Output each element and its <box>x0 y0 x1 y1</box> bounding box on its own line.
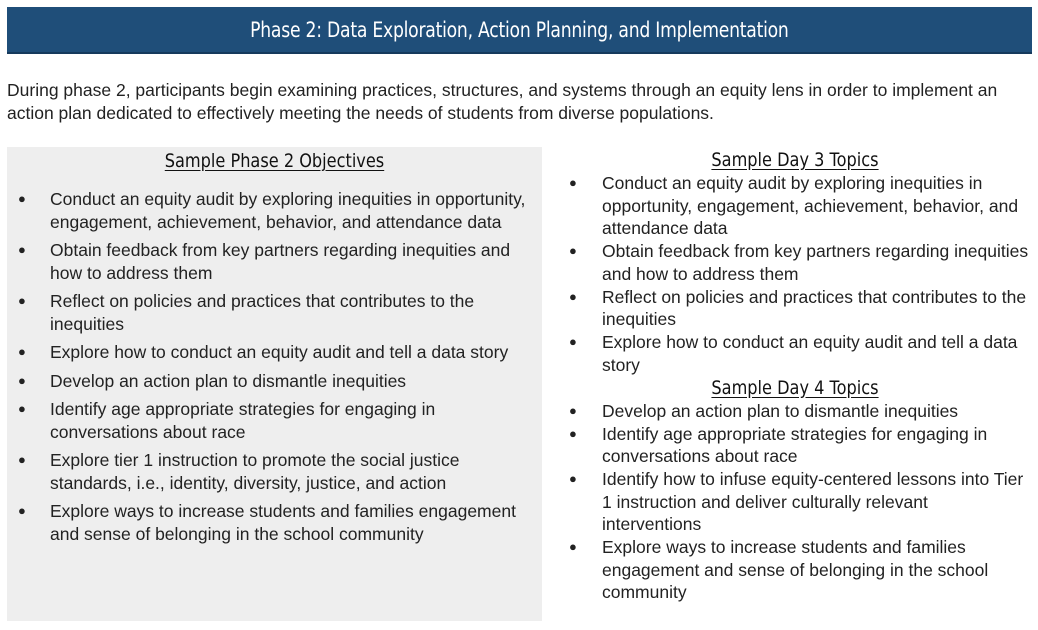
bullet-icon: ● <box>18 372 26 388</box>
day4-list <box>569 400 1030 604</box>
list-item-text: Explore how to conduct an equity audit and tell a data story <box>602 332 1018 375</box>
list-item <box>18 239 530 284</box>
bullet-icon: ● <box>569 243 577 258</box>
bullet-icon: ● <box>569 539 577 554</box>
list-item-text: Explore ways to increase students and families engagement and sense of belonging in the school community <box>50 501 516 544</box>
bullet-icon: ● <box>569 288 577 304</box>
bullet-icon: ● <box>569 471 577 486</box>
list-item-text: Conduct an equity audit by exploring inequities in opportunity, engagement, achievement, behavior, and attendance data <box>50 189 526 232</box>
list-item-text: Identify how to infuse equity-centered lessons into Tier 1 instruction and deliver culturally relevant interventions <box>602 469 1024 534</box>
bullet-icon: ● <box>18 293 26 308</box>
list-item-text: Reflect on policies and practices that contributes to the inequities <box>50 291 475 334</box>
bullet-icon: ● <box>569 425 577 441</box>
list-item <box>569 423 1030 468</box>
list-item-text: Explore tier 1 instruction to promote the social justice standards, i.e., identity, diversity, justice, and action <box>50 450 460 493</box>
list-item <box>569 286 1030 331</box>
bullet-icon: ● <box>18 401 26 416</box>
list-item-text: Reflect on policies and practices that contributes to the inequities <box>602 286 1027 329</box>
list-item <box>18 290 530 335</box>
day3-heading: Sample Day 3 Topics <box>711 149 879 171</box>
list-item-text: Obtain feedback from key partners regarding inequities and how to address them <box>50 240 511 283</box>
bullet-icon: ● <box>18 344 26 359</box>
list-item-text: Explore ways to increase students and families engagement and sense of belonging in the school community <box>602 537 989 602</box>
list-item <box>18 188 530 233</box>
bullet-icon: ● <box>569 402 577 418</box>
page-title: Phase 2: Data Exploration, Action Planning, and Implementation <box>250 17 789 42</box>
list-item-text: Identify age appropriate strategies for engaging in conversations about race <box>602 423 988 466</box>
bullet-icon: ● <box>18 242 26 257</box>
day-topics-column <box>560 147 1030 604</box>
list-item <box>18 370 530 393</box>
list-item-text: Conduct an equity audit by exploring inequities in opportunity, engagement, achievement, behavior, and attendance data <box>602 173 1019 238</box>
bullet-icon: ● <box>569 334 577 349</box>
list-item <box>569 172 1030 240</box>
objectives-heading: Sample Phase 2 Objectives <box>164 150 385 172</box>
list-item <box>18 449 530 494</box>
list-item-text: Obtain feedback from key partners regarding inequities and how to address them <box>602 241 1029 284</box>
list-item-text: Identify age appropriate strategies for engaging in conversations about race <box>50 399 436 442</box>
list-item <box>18 341 530 364</box>
list-item <box>569 468 1030 536</box>
list-item <box>569 240 1030 285</box>
day3-list <box>569 172 1030 376</box>
list-item <box>569 536 1030 604</box>
list-item <box>18 500 530 545</box>
bullet-icon: ● <box>18 191 26 206</box>
list-item-text: Explore how to conduct an equity audit and tell a data story <box>50 342 509 362</box>
list-item <box>18 398 530 443</box>
list-item <box>569 331 1030 376</box>
list-item <box>569 400 1030 423</box>
bullet-icon: ● <box>18 503 26 518</box>
bullet-icon: ● <box>569 175 577 190</box>
list-item-text: Develop an action plan to dismantle inequities <box>50 370 407 391</box>
bullet-icon: ● <box>18 452 26 467</box>
phase-header-bar <box>7 7 1032 54</box>
objectives-panel <box>7 147 542 621</box>
list-item-text: Develop an action plan to dismantle inequities <box>602 400 959 421</box>
day4-heading: Sample Day 4 Topics <box>711 376 879 399</box>
intro-paragraph: During phase 2, participants begin examining practices, structures, and systems through an equity lens in order to implement an action plan dedicated to effectively meeting the needs of students from diverse populations. <box>7 80 998 123</box>
objectives-list <box>18 188 530 551</box>
